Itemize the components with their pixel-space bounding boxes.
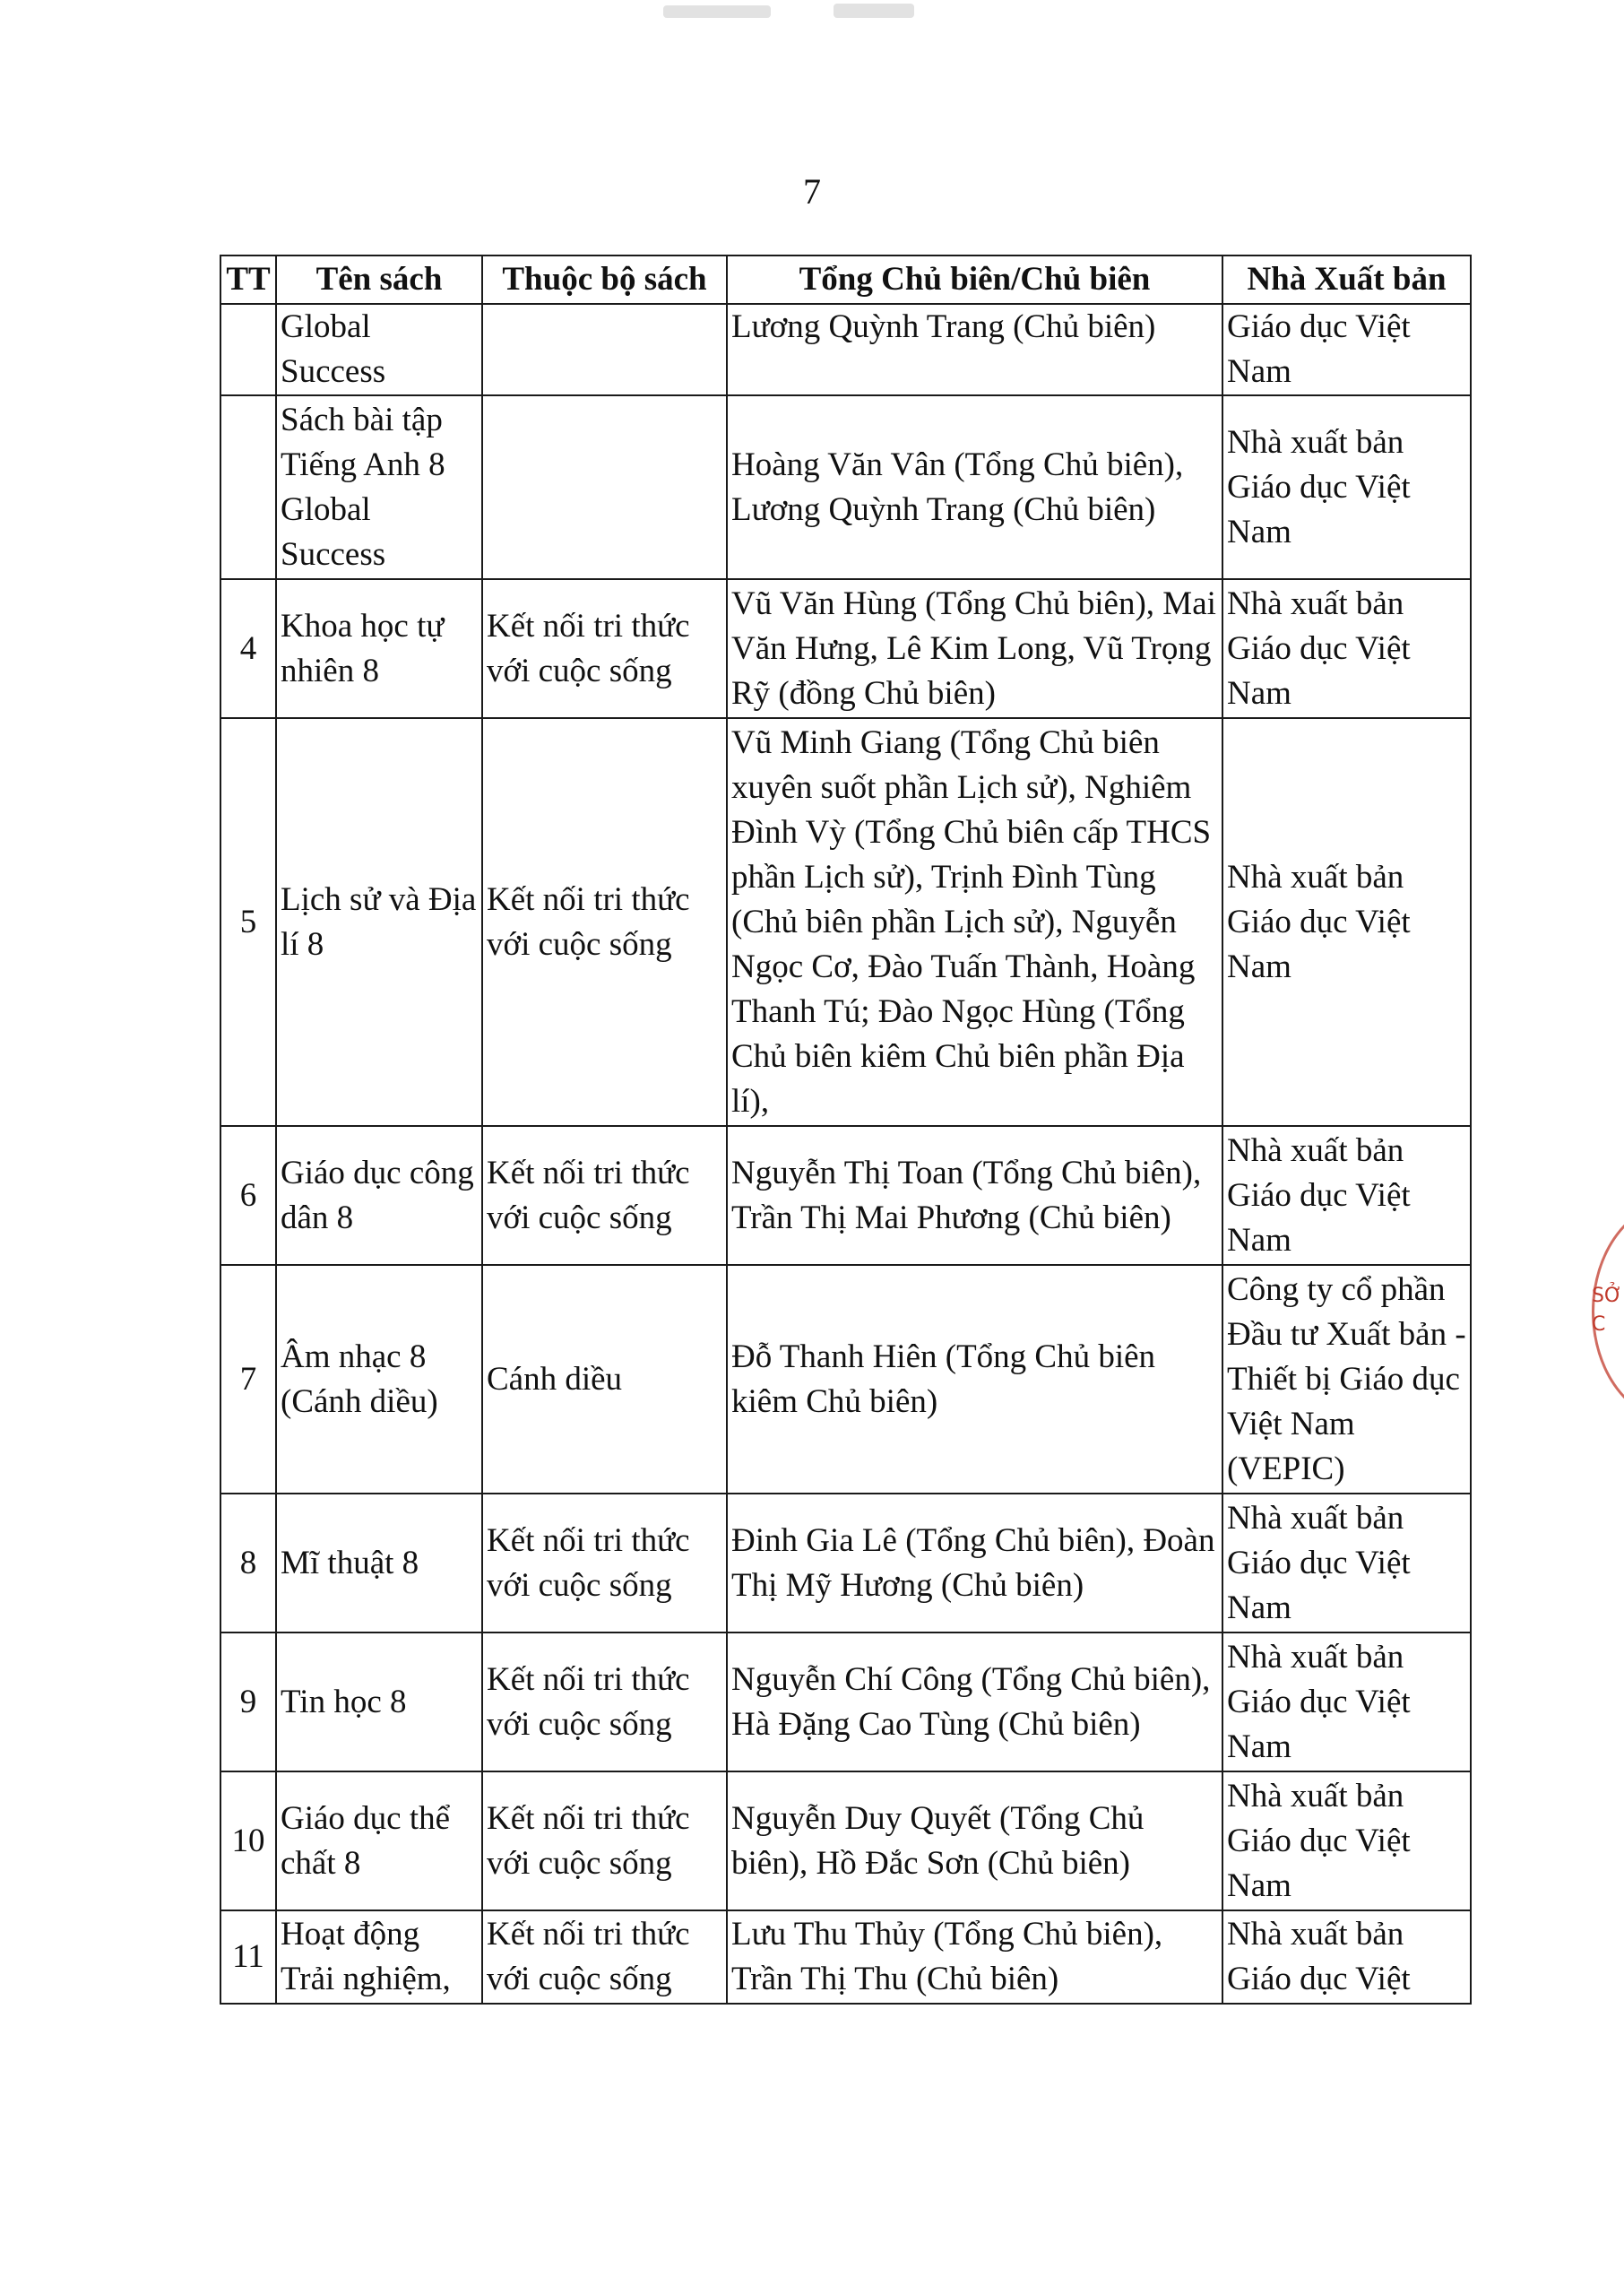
scan-artifact xyxy=(663,5,771,18)
cell-tt xyxy=(220,395,276,579)
table-row xyxy=(220,718,1471,1126)
official-stamp xyxy=(1592,1201,1624,1416)
table-row xyxy=(220,1494,1471,1632)
table-row xyxy=(220,1910,1471,2004)
cell-series: Kết nối tri thức với cuộc sống xyxy=(482,718,727,1126)
cell-editor: Lưu Thu Thủy (Tổng Chủ biên), Trần Thị Thu (Chủ biên) xyxy=(727,1910,1222,2004)
cell-series: Kết nối tri thức với cuộc sống xyxy=(482,579,727,718)
header-book-name: Tên sách xyxy=(276,255,482,304)
table-row xyxy=(220,579,1471,718)
cell-publisher: Giáo dục Việt Nam xyxy=(1222,304,1471,395)
table-row xyxy=(220,304,1471,395)
cell-series xyxy=(482,304,727,395)
cell-book-name: Tin học 8 xyxy=(276,1632,482,1771)
cell-publisher: Nhà xuất bản Giáo dục Việt Nam xyxy=(1222,1494,1471,1632)
table-row xyxy=(220,395,1471,579)
header-tt: TT xyxy=(220,255,276,304)
cell-publisher: Công ty cổ phần Đầu tư Xuất bản - Thiết bị Giáo dục Việt Nam (VEPIC) xyxy=(1222,1265,1471,1494)
cell-editor: Vũ Minh Giang (Tổng Chủ biên xuyên suốt phần Lịch sử), Nghiêm Đình Vỳ (Tổng Chủ biên cấp THCS phần Lịch sử), Trịnh Đình Tùng (Chủ biên phần Lịch sử), Nguyễn Ngọc Cơ, Đào Tuấn Thành, Hoàng Thanh Tú; Đào Ngọc Hùng (Tổng Chủ biên kiêm Chủ biên phần Địa lí), xyxy=(727,718,1222,1126)
cell-publisher: Nhà xuất bản Giáo dục Việt Nam xyxy=(1222,1771,1471,1910)
cell-tt: 5 xyxy=(220,718,276,1126)
cell-editor: Nguyễn Thị Toan (Tổng Chủ biên), Trần Thị Mai Phương (Chủ biên) xyxy=(727,1126,1222,1265)
header-publisher: Nhà Xuất bản xyxy=(1222,255,1471,304)
cell-series: Kết nối tri thức với cuộc sống xyxy=(482,1126,727,1265)
cell-tt: 7 xyxy=(220,1265,276,1494)
cell-publisher: Nhà xuất bản Giáo dục Việt xyxy=(1222,1910,1471,2004)
cell-publisher: Nhà xuất bản Giáo dục Việt Nam xyxy=(1222,1126,1471,1265)
cell-tt: 11 xyxy=(220,1910,276,2004)
cell-tt: 9 xyxy=(220,1632,276,1771)
table-row xyxy=(220,1632,1471,1771)
cell-book-name: Âm nhạc 8 (Cánh diều) xyxy=(276,1265,482,1494)
cell-series: Kết nối tri thức với cuộc sống xyxy=(482,1910,727,2004)
cell-publisher: Nhà xuất bản Giáo dục Việt Nam xyxy=(1222,395,1471,579)
cell-publisher: Nhà xuất bản Giáo dục Việt Nam xyxy=(1222,718,1471,1126)
header-editor: Tổng Chủ biên/Chủ biên xyxy=(727,255,1222,304)
cell-editor: Đỗ Thanh Hiên (Tổng Chủ biên kiêm Chủ biên) xyxy=(727,1265,1222,1494)
book-list-table xyxy=(220,255,1472,2005)
cell-tt: 6 xyxy=(220,1126,276,1265)
cell-tt: 10 xyxy=(220,1771,276,1910)
cell-book-name: Global Success xyxy=(276,304,482,395)
cell-book-name: Mĩ thuật 8 xyxy=(276,1494,482,1632)
cell-book-name: Khoa học tự nhiên 8 xyxy=(276,579,482,718)
cell-series: Kết nối tri thức với cuộc sống xyxy=(482,1771,727,1910)
header-series: Thuộc bộ sách xyxy=(482,255,727,304)
cell-editor: Đinh Gia Lê (Tổng Chủ biên), Đoàn Thị Mỹ Hương (Chủ biên) xyxy=(727,1494,1222,1632)
cell-editor: Vũ Văn Hùng (Tổng Chủ biên), Mai Văn Hưng, Lê Kim Long, Vũ Trọng Rỹ (đồng Chủ biên) xyxy=(727,579,1222,718)
cell-editor: Hoàng Văn Vân (Tổng Chủ biên), Lương Quỳnh Trang (Chủ biên) xyxy=(727,395,1222,579)
stamp-text: SỞ C xyxy=(1592,1285,1623,1336)
cell-tt: 8 xyxy=(220,1494,276,1632)
table-row xyxy=(220,1265,1471,1494)
cell-editor: Lương Quỳnh Trang (Chủ biên) xyxy=(727,304,1222,395)
cell-tt: 4 xyxy=(220,579,276,718)
cell-book-name: Sách bài tập Tiếng Anh 8 Global Success xyxy=(276,395,482,579)
scan-artifact xyxy=(834,4,914,18)
table-row xyxy=(220,1771,1471,1910)
cell-publisher: Nhà xuất bản Giáo dục Việt Nam xyxy=(1222,1632,1471,1771)
page-number: 7 xyxy=(803,171,821,212)
cell-book-name: Lịch sử và Địa lí 8 xyxy=(276,718,482,1126)
cell-book-name: Giáo dục công dân 8 xyxy=(276,1126,482,1265)
cell-book-name: Hoạt động Trải nghiệm, xyxy=(276,1910,482,2004)
cell-tt xyxy=(220,304,276,395)
cell-series: Kết nối tri thức với cuộc sống xyxy=(482,1632,727,1771)
cell-series xyxy=(482,395,727,579)
cell-series: Cánh diều xyxy=(482,1265,727,1494)
table-header-row xyxy=(220,255,1471,304)
table-row xyxy=(220,1126,1471,1265)
cell-series: Kết nối tri thức với cuộc sống xyxy=(482,1494,727,1632)
cell-book-name: Giáo dục thể chất 8 xyxy=(276,1771,482,1910)
cell-publisher: Nhà xuất bản Giáo dục Việt Nam xyxy=(1222,579,1471,718)
cell-editor: Nguyễn Chí Công (Tổng Chủ biên), Hà Đặng Cao Tùng (Chủ biên) xyxy=(727,1632,1222,1771)
cell-editor: Nguyễn Duy Quyết (Tổng Chủ biên), Hồ Đắc Sơn (Chủ biên) xyxy=(727,1771,1222,1910)
